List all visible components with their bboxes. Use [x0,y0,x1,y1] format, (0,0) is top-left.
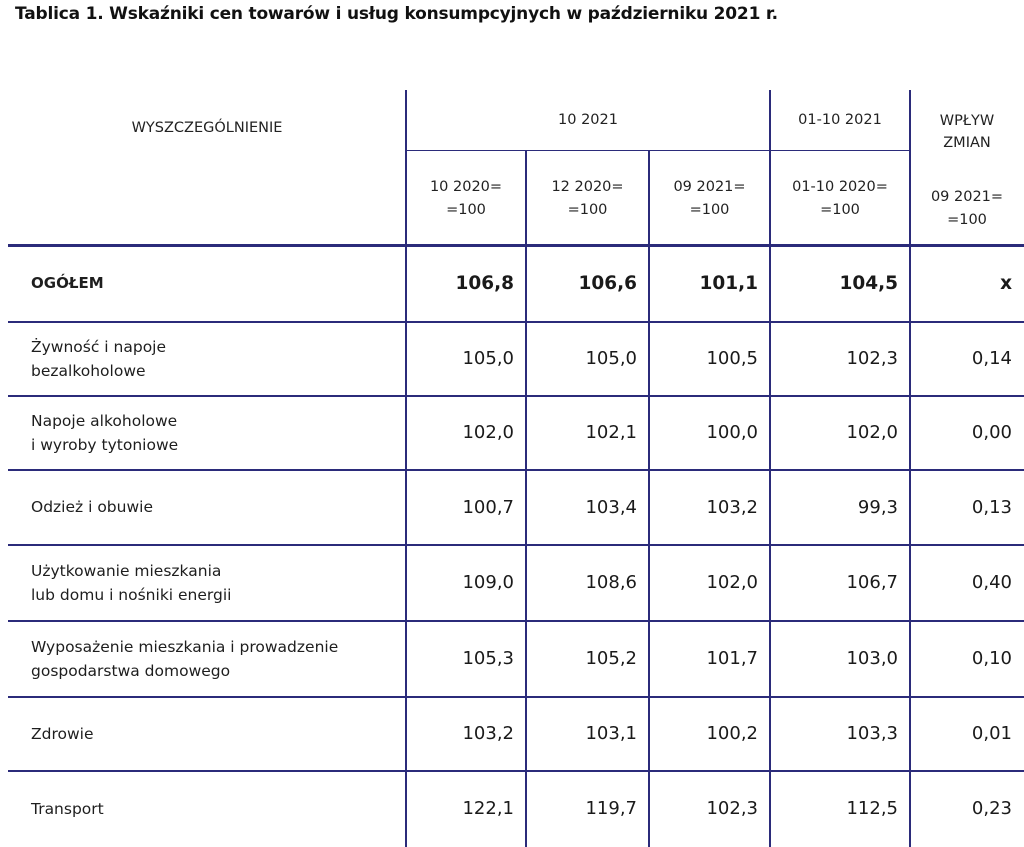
table-cell [406,470,526,545]
table-cell-text: 100,5 [706,348,758,370]
table-cell-text: 100,2 [706,723,758,745]
table-cell-text: x [1000,272,1012,294]
table-cell [770,470,910,545]
table-cell-text: 103,3 [846,723,898,745]
table-cell-text: 102,0 [846,422,898,444]
row-label-7-text: Zdrowie [31,724,94,743]
table-cell [526,322,649,396]
row-label [8,322,406,396]
table-cell-text: 0,01 [971,723,1012,745]
table-cell [770,771,910,847]
table-cell-text: 101,1 [699,272,758,294]
table-cell [910,396,1024,470]
table-cell [770,246,910,322]
table-title: Tablica 1. Wskaźniki cen towarów i usług konsumpcyjnych w październiku 2021 r. [15,4,778,24]
table-cell-text: 105,0 [462,348,514,370]
header-sub-3-text-2: =100 [689,201,730,218]
row-label [8,545,406,621]
table-cell-text: 109,0 [462,572,514,594]
header-group-10-2021 [406,90,770,151]
header-label-col-text: WYSZCZEGÓLNIENIE [131,119,283,136]
row-label-1-text: OGÓŁEM [31,274,104,293]
table-cell-text: 108,6 [585,572,637,594]
row-label-4-text: Odzież i obuwie [31,498,153,517]
header-sub-4 [770,151,910,246]
row-label-8-text: Transport [31,799,104,818]
header-sub-3 [649,151,770,246]
table-cell [770,545,910,621]
header-group-01-10-2021-text: 01-10 2021 [798,112,882,129]
table-cell [406,246,526,322]
header-sub-4-text-2: =100 [820,201,860,218]
header-sub-5 [910,171,1024,246]
table-cell [526,545,649,621]
table-cell-text: 106,6 [578,272,637,294]
table-cell-text: 103,0 [846,648,898,670]
header-sub-1 [406,151,526,246]
table-cell [770,322,910,396]
table-cell-text: 105,3 [462,648,514,670]
row-label [8,697,406,771]
table-cell-text: 0,00 [971,422,1012,444]
table-cell [526,470,649,545]
table-cell [526,697,649,771]
row-label [8,396,406,470]
header-sub-1-text-1: 10 2020= [429,179,503,196]
table-cell-text: 0,10 [971,648,1012,670]
table-cell-text: 106,8 [455,272,514,294]
table-cell [406,396,526,470]
row-label [8,621,406,697]
table-cell [910,621,1024,697]
table-cell [649,322,770,396]
header-sub-1-text-2: =100 [446,201,486,218]
table-cell-text: 99,3 [857,496,898,518]
table-cell [910,246,1024,322]
header-sub-3-text-1: 09 2021= [673,179,746,196]
row-label-2-text-2: bezalkoholowe [31,362,146,380]
row-label-6-text-2: gospodarstwa domowego [31,662,231,680]
header-label-col [8,90,406,166]
table-cell-text: 104,5 [839,272,898,294]
header-group-wplyw [910,102,1024,162]
table-cell-text: 105,0 [585,348,637,370]
table-cell [910,697,1024,771]
row-label [8,470,406,545]
table-cell-text: 0,13 [971,496,1012,518]
table-cell-text: 102,0 [462,422,514,444]
row-label-6-text-1: Wyposażenie mieszkania i prowadzenie [31,637,339,656]
table-cell [406,697,526,771]
table-cell-text: 0,23 [971,798,1012,820]
table-cell-text: 103,1 [585,723,637,745]
table-cell-text: 0,14 [971,348,1012,370]
table-cell [649,545,770,621]
table-cell [649,246,770,322]
table-cell-text: 105,2 [585,648,637,670]
table-cell-text: 101,7 [706,648,758,670]
row-label-2-text-1: Żywność i napoje [31,337,167,356]
table-cell [910,545,1024,621]
table-cell [526,621,649,697]
table-cell-text: 103,4 [585,496,637,518]
row-label [8,246,406,322]
row-label-3-text-1: Napoje alkoholowe [31,411,178,430]
header-sub-2 [526,151,649,246]
header-group-01-10-2021 [770,90,910,151]
header-group-wplyw-text-1: WPŁYW [939,112,995,129]
header-sub-2-text-1: 12 2020= [551,179,624,196]
row-label-3-text-2: i wyroby tytoniowe [31,436,179,454]
table-cell [406,621,526,697]
table-cell [910,470,1024,545]
row-label-5-text-2: lub domu i nośniki energii [31,586,232,604]
table-cell [649,621,770,697]
table-cell [526,771,649,847]
table-cell [910,322,1024,396]
table-cell-text: 102,3 [846,348,898,370]
table-cell-text: 100,0 [706,422,758,444]
table-cell [770,621,910,697]
table-cell-text: 112,5 [846,798,898,820]
table-cell [910,771,1024,847]
header-group-wplyw-text-2: ZMIAN [943,135,991,151]
table-cell-text: 103,2 [706,496,758,518]
table-cell [406,322,526,396]
table-cell [649,771,770,847]
table-cell [649,697,770,771]
table-cell-text: 119,7 [585,798,637,820]
header-sub-5-text-2: =100 [947,211,987,228]
table-cell [406,771,526,847]
table-cell [649,470,770,545]
table-cell [406,545,526,621]
table-cell [770,697,910,771]
header-sub-4-text-1: 01-10 2020= [792,179,888,196]
row-label [8,771,406,847]
table-cell-text: 103,2 [462,723,514,745]
row-label-5-text-1: Użytkowanie mieszkania [31,561,222,580]
header-group-10-2021-text: 10 2021 [558,112,618,129]
table-cell-text: 106,7 [846,572,898,594]
table-cell-text: 102,3 [706,798,758,820]
header-sub-5-text-1: 09 2021= [930,189,1004,206]
table-cell-text: 100,7 [462,496,514,518]
table-cell-text: 0,40 [971,572,1012,594]
table-cell [649,396,770,470]
table-cell-text: 122,1 [462,798,514,820]
table-cell [526,396,649,470]
header-sub-2-text-2: =100 [567,201,608,218]
table-cell [770,396,910,470]
table-cell [526,246,649,322]
table-cell-text: 102,1 [585,422,637,444]
table-cell-text: 102,0 [706,572,758,594]
